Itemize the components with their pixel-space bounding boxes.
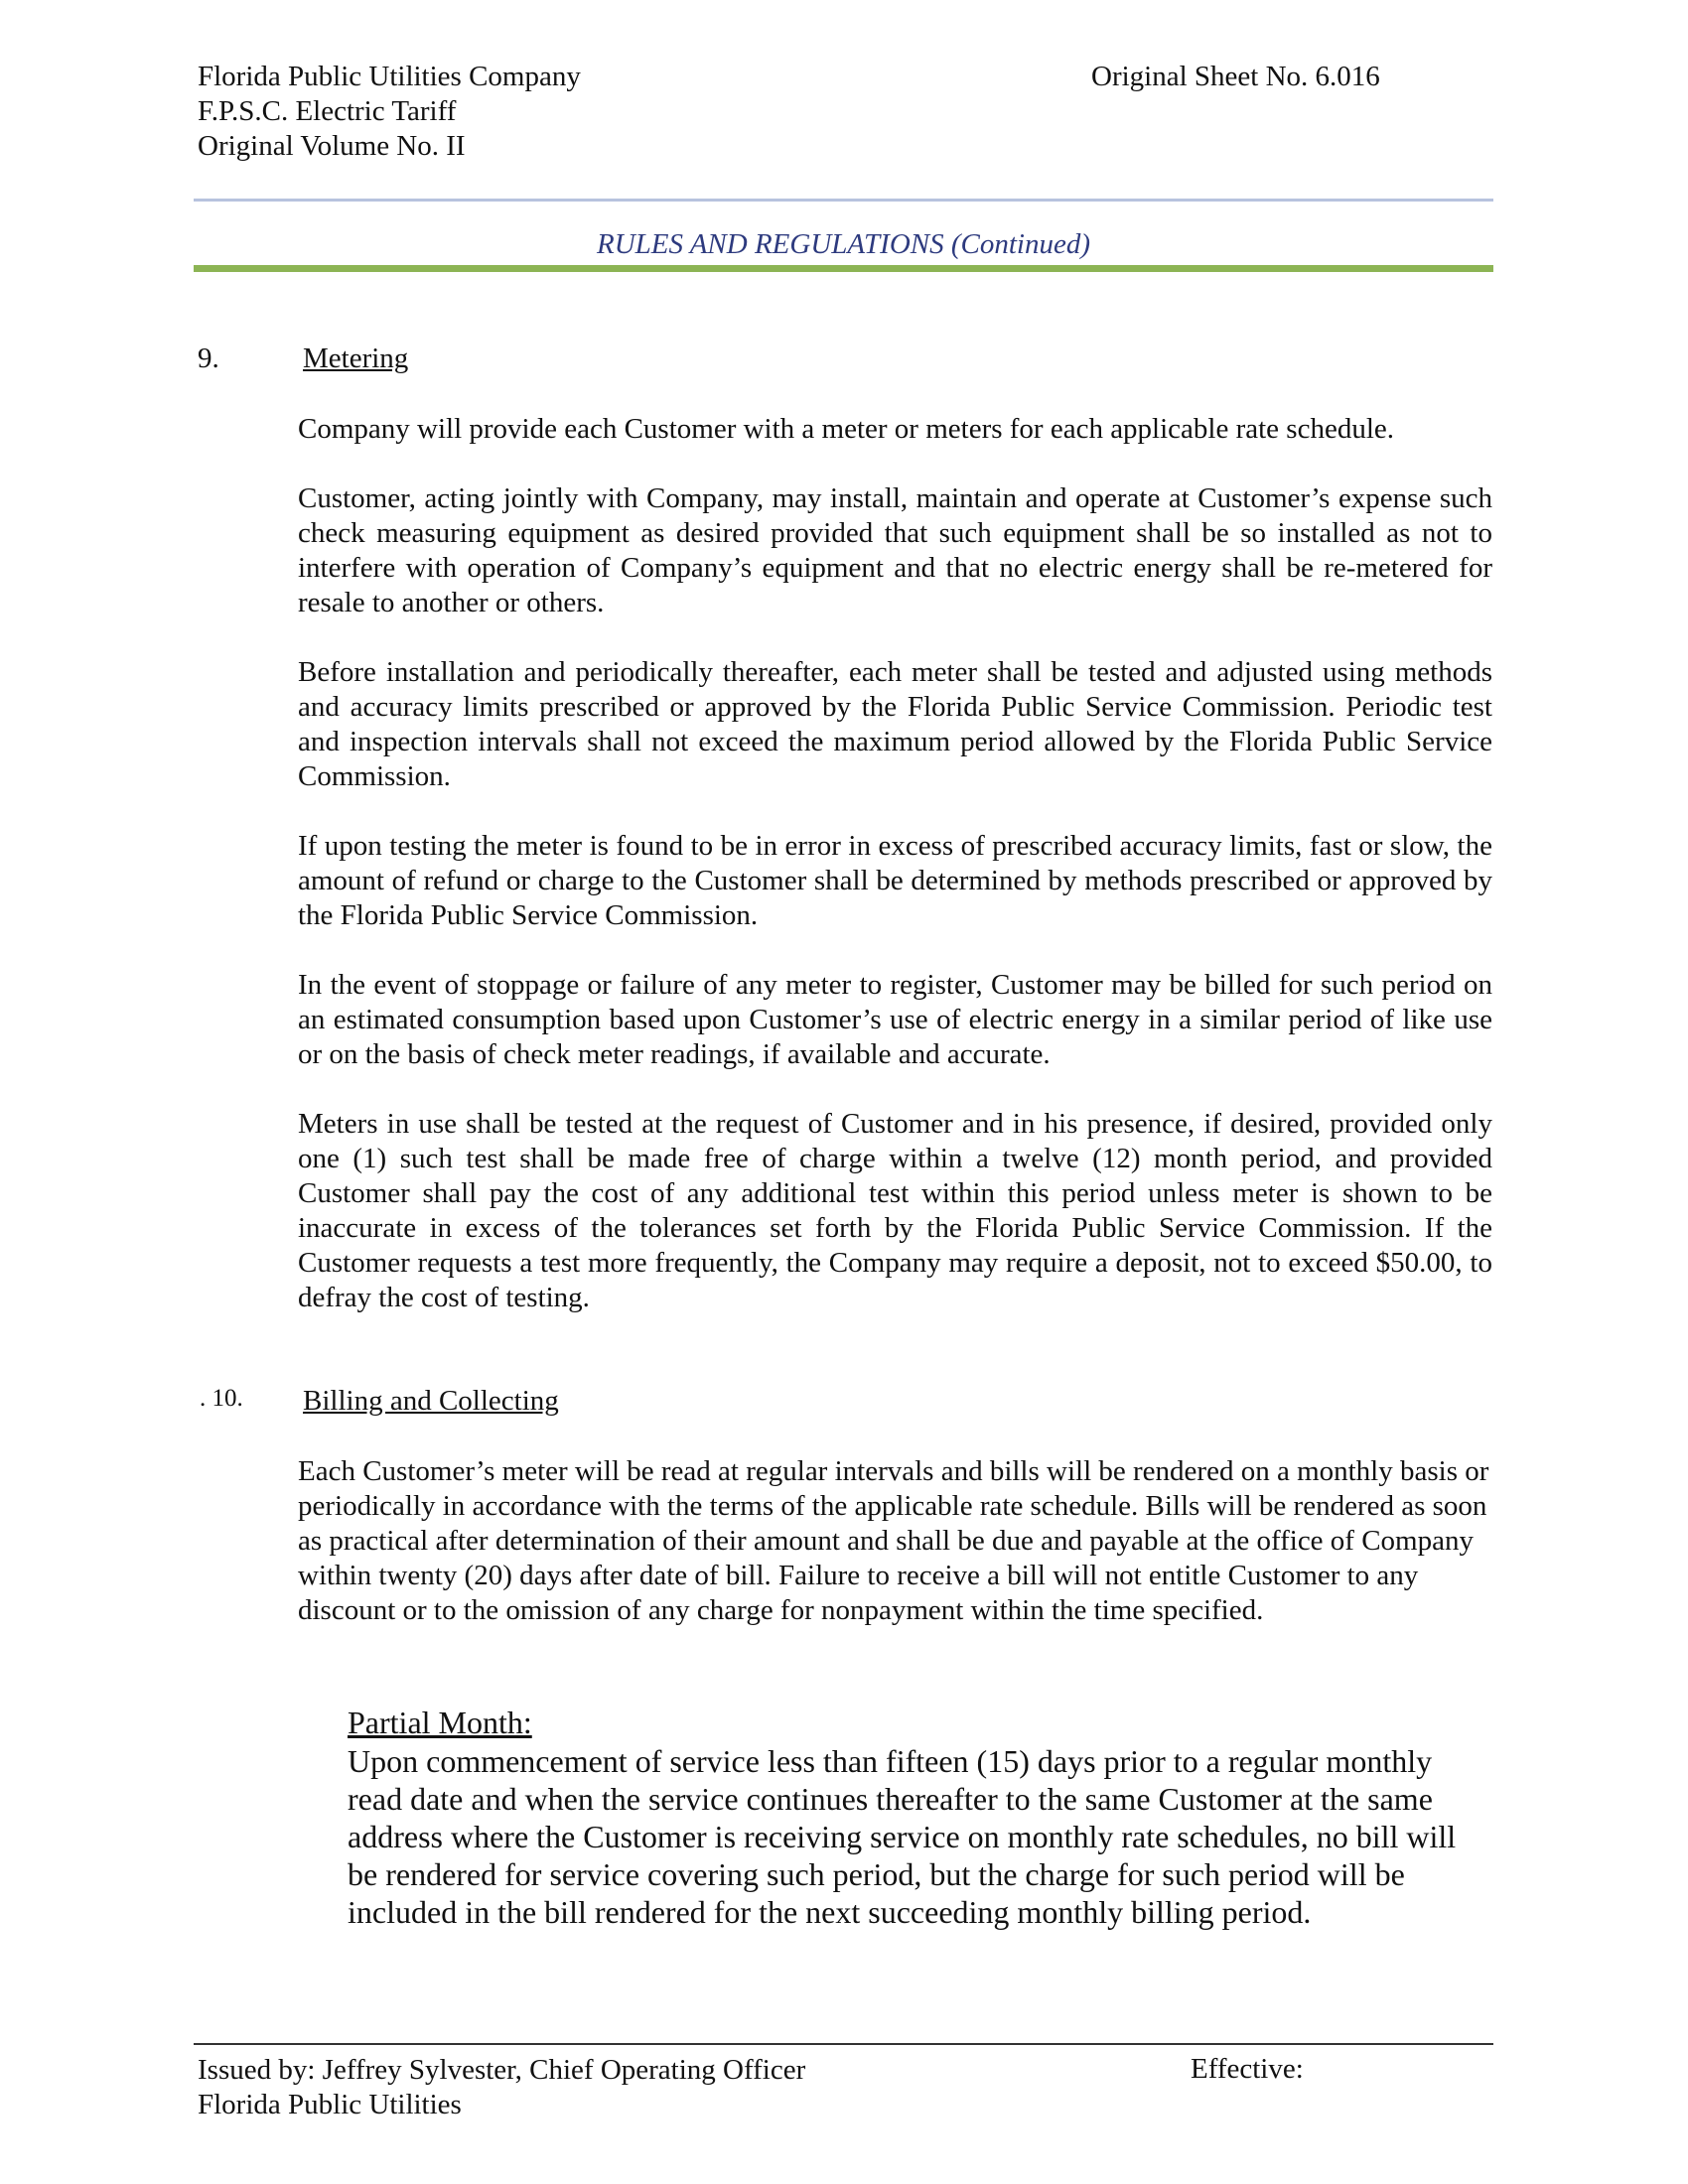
billing-paragraph-1: Each Customer’s meter will be read at regular intervals and bills will be rendered on a monthly basis or periodically in accordance with the terms of the applicable rate schedule. Bills will be rendered as soon as practical after determination of their amount and shall be due and payable at the office of Company within twenty (20) days after date of bill. Failure to receive a bill will not entitle Customer to any discount or to the omission of any charge for nonpayment within the time specified. bbox=[298, 1455, 1489, 1626]
metering-paragraph-1: Company will provide each Customer with a meter or meters for each applicable rate schedule. bbox=[298, 413, 1395, 445]
metering-paragraph-4: If upon testing the meter is found to be in error in excess of prescribed accuracy limits, fast or slow, the amount of refund or charge to the Customer shall be determined by methods prescribed or approved by the Florida Public Service Commission. bbox=[298, 830, 1492, 931]
metering-paragraph-5: In the event of stoppage or failure of any meter to register, Customer may be billed for such period on an estimated consumption based upon Customer’s use of electric energy in a similar period of like use or on the basis of check meter readings, if available and accurate. bbox=[298, 969, 1492, 1070]
footer-left bbox=[198, 2053, 805, 2122]
metering-paragraph-6: Meters in use shall be tested at the request of Customer and in his presence, if desired, provided only one (1) such test shall be made free of charge within a twelve (12) month period, and provided Customer shall pay the cost of any additional test within this period unless meter is shown to be inaccurate in excess of the tolerances set forth by the Florida Public Service Commission. If the Customer requests a test more frequently, the Company may require a deposit, not to exceed $50.00, to defray the cost of testing. bbox=[298, 1108, 1492, 1313]
metering-paragraph-3: Before installation and periodically thereafter, each meter shall be tested and adjusted using methods and accuracy limits prescribed or approved by the Florida Public Service Commission. Periodic test and inspection intervals shall not exceed the maximum period allowed by the Florida Public Service Commission. bbox=[298, 656, 1492, 792]
partial-month-heading: Partial Month: bbox=[348, 1705, 532, 1740]
header-volume: Original Volume No. II bbox=[198, 130, 466, 162]
footer-company: Florida Public Utilities bbox=[198, 2089, 462, 2120]
header-sheet-number: Original Sheet No. 6.016 bbox=[1091, 61, 1380, 92]
partial-month-paragraph: Upon commencement of service less than fifteen (15) days prior to a regular monthly read date and when the service continues thereafter to the same Customer at the same address where the Customer is receiving service on monthly rate schedules, no bill will be rendered for service covering such period, but the charge for such period will be included in the bill rendered for the next succeeding monthly billing period. bbox=[348, 1743, 1457, 1930]
header-divider-rule bbox=[194, 199, 1493, 202]
footer-divider-rule bbox=[194, 2043, 1493, 2045]
section-title: RULES AND REGULATIONS (Continued) bbox=[596, 228, 1091, 260]
header-company: Florida Public Utilities Company bbox=[198, 61, 581, 92]
footer-effective: Effective: bbox=[1191, 2053, 1304, 2085]
footer-issued-by: Issued by: Jeffrey Sylvester, Chief Operating Officer bbox=[198, 2054, 806, 2086]
metering-paragraph-2: Customer, acting jointly with Company, may install, maintain and operate at Customer’s expense such check measuring equipment as desired provided that such equipment shall be so installed as not to interfere with operation of Company’s equipment and that no electric energy shall be re-metered for resale to another or others. bbox=[298, 482, 1492, 618]
section-heading-metering: Metering bbox=[303, 342, 409, 374]
section-divider-rule bbox=[194, 265, 1493, 272]
header-tariff: F.P.S.C. Electric Tariff bbox=[198, 95, 457, 127]
section-heading-billing: Billing and Collecting bbox=[303, 1385, 559, 1417]
section-number-metering: 9. bbox=[198, 342, 219, 374]
section-number-billing: . 10. bbox=[200, 1385, 243, 1412]
header-left bbox=[198, 60, 581, 164]
